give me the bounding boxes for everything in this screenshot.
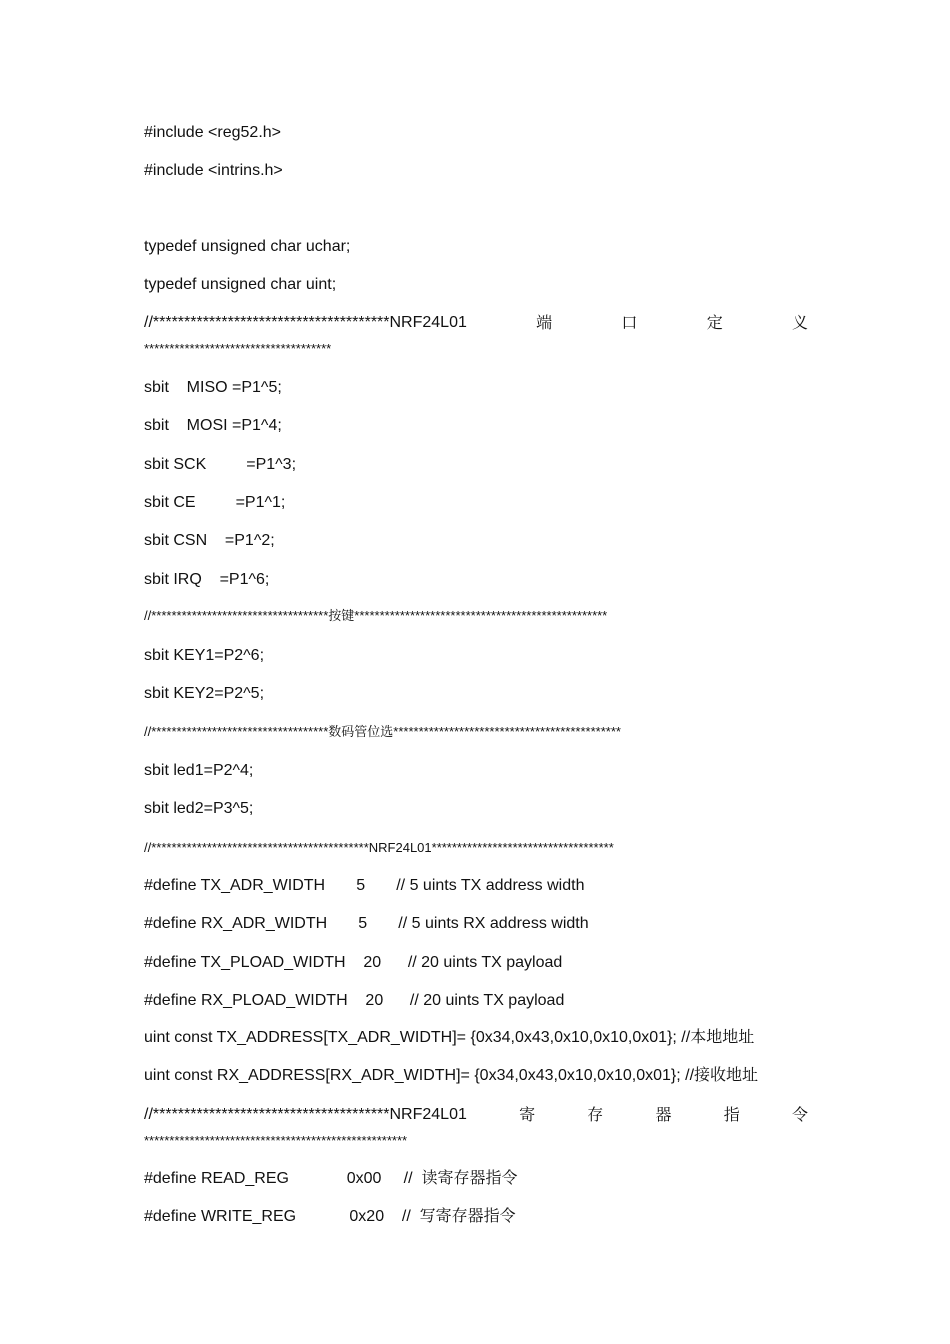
header-char: 定 [706, 313, 723, 332]
code-line-define-tx-adr-width: #define TX_ADR_WIDTH 5 // 5 uints TX address width [144, 877, 585, 894]
code-line-define-rx-adr-width: #define RX_ADR_WIDTH 5 // 5 uints RX address width [144, 915, 589, 932]
comment-header-digit-select: //***********************************数码管位选********************************************* [144, 724, 621, 739]
code-line-include-intrins: #include <intrins.h> [144, 162, 283, 179]
comment-header-tail: **************************************************** [144, 1133, 408, 1148]
code-line-sbit-key2: sbit KEY2=P2^5; [144, 685, 265, 702]
header-char: 端 [536, 313, 553, 332]
comment-header-tail: ************************************* [144, 341, 332, 356]
header-char: 指 [723, 1105, 740, 1124]
code-line-tx-address: uint const TX_ADDRESS[TX_ADR_WIDTH]= {0x34,0x43,0x10,0x10,0x01}; //本地地址 [144, 1029, 755, 1046]
comment-header-register-commands [144, 1105, 808, 1125]
code-line-typedef-uchar: typedef unsigned char uchar; [144, 238, 351, 255]
code-line-sbit-key1: sbit KEY1=P2^6; [144, 647, 265, 664]
comment-header-nrf24l01: //*******************************************NRF24L01************************************ [144, 840, 614, 855]
code-line-sbit-mosi: sbit MOSI =P1^4; [144, 417, 282, 434]
code-line-sbit-irq: sbit IRQ =P1^6; [144, 571, 270, 588]
code-line-define-tx-pload-width: #define TX_PLOAD_WIDTH 20 // 20 uints TX payload [144, 954, 563, 971]
header-char: 存 [587, 1105, 604, 1124]
code-line-define-read-reg: #define READ_REG 0x00 // 读寄存器指令 [144, 1170, 518, 1187]
code-line-sbit-csn: sbit CSN =P1^2; [144, 532, 275, 549]
code-line-include-reg52: #include <reg52.h> [144, 124, 281, 141]
header-char: 口 [621, 313, 638, 332]
header-prefix: //**************************************NRF24L01 [144, 314, 467, 331]
header-prefix: //**************************************NRF24L01 [144, 1106, 467, 1123]
code-line-sbit-ce: sbit CE =P1^1; [144, 494, 286, 511]
code-line-sbit-miso: sbit MISO =P1^5; [144, 379, 282, 396]
code-line-typedef-uint: typedef unsigned char uint; [144, 276, 337, 293]
header-char: 义 [791, 313, 808, 332]
code-line-define-rx-pload-width: #define RX_PLOAD_WIDTH 20 // 20 uints TX payload [144, 992, 565, 1009]
comment-header-port-definition [144, 313, 808, 333]
header-char: 寄 [519, 1105, 536, 1124]
code-line-sbit-led1: sbit led1=P2^4; [144, 762, 254, 779]
code-line-sbit-led2: sbit led2=P3^5; [144, 800, 254, 817]
comment-header-keys: //***********************************按键************************************************** [144, 608, 608, 623]
header-char: 器 [655, 1105, 672, 1124]
code-line-rx-address: uint const RX_ADDRESS[RX_ADR_WIDTH]= {0x34,0x43,0x10,0x10,0x01}; //接收地址 [144, 1067, 759, 1084]
code-line-define-write-reg: #define WRITE_REG 0x20 // 写寄存器指令 [144, 1208, 516, 1225]
header-char: 令 [791, 1105, 808, 1124]
code-line-sbit-sck: sbit SCK =P1^3; [144, 456, 297, 473]
